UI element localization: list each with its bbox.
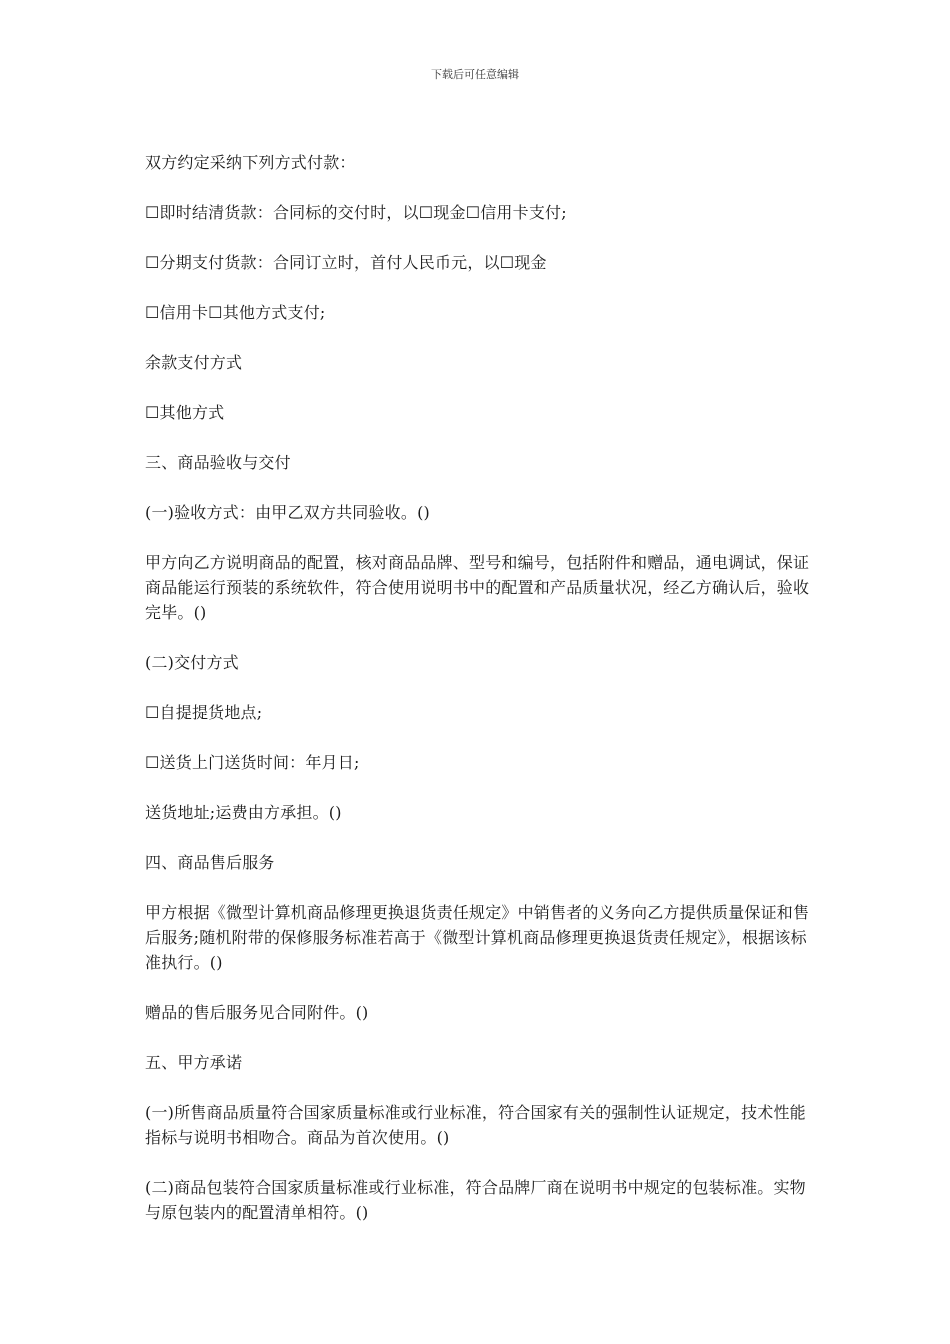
page-header: 下载后可任意编辑 (431, 68, 519, 81)
paragraph: 甲方向乙方说明商品的配置，核对商品品牌、型号和编号，包括附件和赠品，通电调试，保证商品能运行预装的系统软件，符合使用说明书中的配置和产品质量状况，经乙方确认后，验收完毕。() (145, 553, 810, 622)
paragraph: 送货地址;运费由方承担。() (145, 803, 342, 822)
paragraph: ☐送货上门送货时间：年月日; (145, 753, 360, 772)
paragraph: (二)交付方式 (145, 653, 239, 672)
section-heading: 三、商品验收与交付 (145, 453, 291, 472)
paragraph: 甲方根据《微型计算机商品修理更换退货责任规定》中销售者的义务向乙方提供质量保证和售后服务;随机附带的保修服务标准若高于《微型计算机商品修理更换退货责任规定》，根据该标准执行。() (145, 903, 810, 972)
paragraph: 赠品的售后服务见合同附件。() (145, 1003, 369, 1022)
paragraph: ☐自提提货地点; (145, 703, 263, 722)
paragraph: ☐分期支付货款：合同订立时，首付人民币元，以☐现金 (145, 253, 547, 272)
document-body (145, 150, 810, 1250)
paragraph: ☐即时结清货款：合同标的交付时，以☐现金☐信用卡支付; (145, 203, 567, 222)
paragraph: (一)验收方式：由甲乙双方共同验收。() (145, 503, 430, 522)
paragraph: (一)所售商品质量符合国家质量标准或行业标准，符合国家有关的强制性认证规定，技术性能指标与说明书相吻合。商品为首次使用。() (145, 1103, 806, 1147)
section-heading: 四、商品售后服务 (145, 853, 275, 872)
paragraph: (二)商品包装符合国家质量标准或行业标准，符合品牌厂商在说明书中规定的包装标准。实物与原包装内的配置清单相符。() (145, 1178, 806, 1222)
paragraph: ☐信用卡☐其他方式支付; (145, 303, 326, 322)
section-heading: 五、甲方承诺 (145, 1053, 243, 1072)
paragraph: 余款支付方式 (145, 353, 243, 372)
paragraph: 双方约定采纳下列方式付款： (145, 153, 356, 172)
paragraph: ☐其他方式 (145, 403, 225, 422)
